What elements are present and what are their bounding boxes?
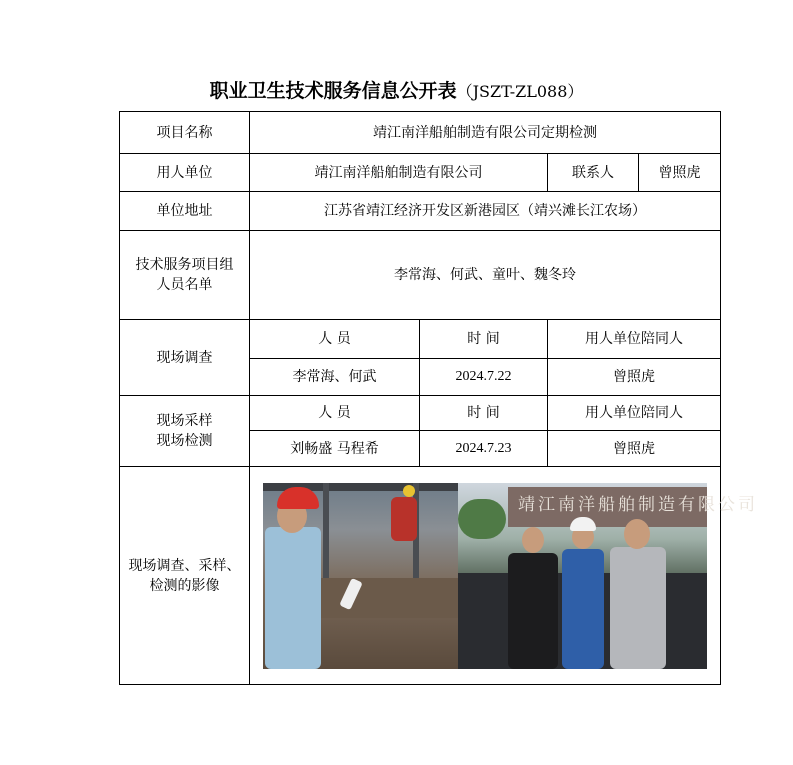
sampling-header-time: 时 间 xyxy=(420,396,548,431)
sampling-people: 刘畅盛 马程希 xyxy=(250,431,420,467)
welder-figure xyxy=(391,497,417,541)
title-main: 职业卫生技术服务信息公开表 xyxy=(209,80,457,102)
row-survey-header xyxy=(120,320,721,359)
sampling-escort: 曾照虎 xyxy=(548,431,721,467)
person-black-shirt xyxy=(508,553,558,669)
info-table xyxy=(119,111,758,685)
ship-section xyxy=(303,578,458,618)
row-employer xyxy=(120,154,721,192)
project-name-value: 靖江南洋船舶制造有限公司定期检测 xyxy=(250,112,721,154)
survey-header-people: 人 员 xyxy=(250,320,420,359)
site-photo-welding xyxy=(263,483,458,669)
sampling-header-escort: 用人单位陪同人 xyxy=(548,396,721,431)
title-code: （JSZT-ZL088） xyxy=(456,82,584,101)
address-value: 江苏省靖江经济开发区新港园区（靖兴滩长江农场） xyxy=(250,192,721,231)
employer-value: 靖江南洋船舶制造有限公司 xyxy=(250,154,548,192)
row-address xyxy=(120,192,721,231)
inspector-figure xyxy=(265,527,321,669)
survey-header-escort: 用人单位陪同人 xyxy=(548,320,721,359)
sampling-header-people: 人 员 xyxy=(250,396,420,431)
survey-header-time: 时 间 xyxy=(420,320,548,359)
row-images xyxy=(120,467,721,685)
address-label: 单位地址 xyxy=(120,192,250,231)
contact-value: 曾照虎 xyxy=(639,154,721,192)
survey-escort: 曾照虎 xyxy=(548,359,721,396)
project-name-label: 项目名称 xyxy=(120,112,250,154)
person-grey-shirt xyxy=(610,547,666,669)
images-cell xyxy=(250,467,758,685)
contact-label: 联系人 xyxy=(548,154,639,192)
person-face xyxy=(624,519,650,549)
team-value: 李常海、何武、童叶、魏冬玲 xyxy=(250,231,721,320)
sampling-label: 现场采样现场检测 xyxy=(120,396,250,467)
trees xyxy=(458,499,506,539)
page-title xyxy=(0,76,793,103)
row-team xyxy=(120,231,721,320)
welder-helmet xyxy=(403,485,415,497)
employer-label: 用人单位 xyxy=(120,154,250,192)
survey-label: 现场调查 xyxy=(120,320,250,396)
survey-time: 2024.7.22 xyxy=(420,359,548,396)
row-project-name xyxy=(120,112,721,154)
team-label: 技术服务项目组人员名单 xyxy=(120,231,250,320)
site-photos xyxy=(263,483,758,669)
person-blue-workwear xyxy=(562,549,604,669)
site-photo-group xyxy=(458,483,758,669)
survey-people: 李常海、何武 xyxy=(250,359,420,396)
row-sampling-header xyxy=(120,396,721,431)
sampling-time: 2024.7.23 xyxy=(420,431,548,467)
images-label: 现场调查、采样、检测的影像 xyxy=(120,467,250,685)
company-sign-text: 靖江南洋船舶制造有限公司 xyxy=(518,494,758,515)
person-face xyxy=(522,527,544,553)
